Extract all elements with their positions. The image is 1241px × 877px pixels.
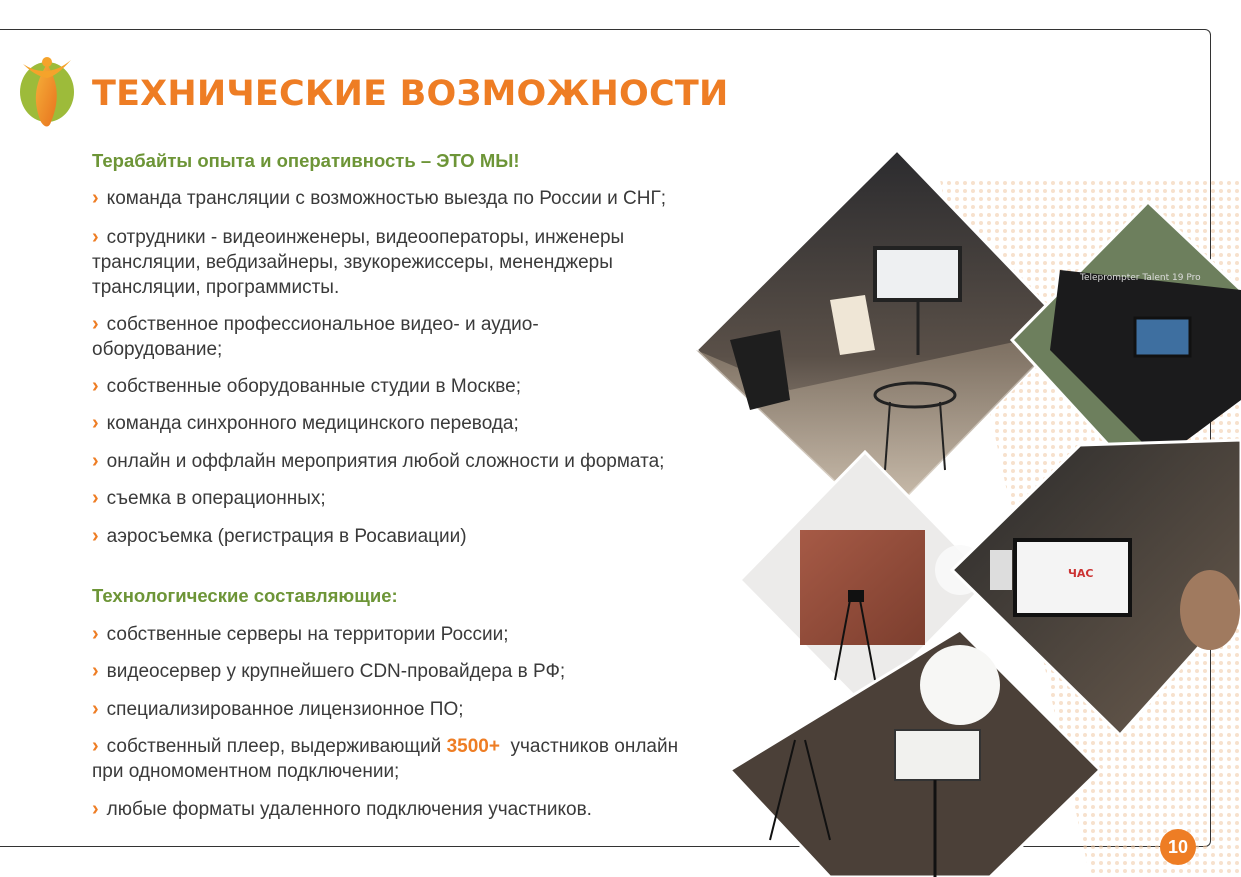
- list-item: › специализированное лицензионное ПО;: [92, 698, 464, 720]
- list-item: › собственный плеер, выдерживающий 3500+ участников онлайн при одномоментном подключении;: [92, 735, 679, 782]
- chevron-right-icon: ›: [92, 187, 99, 209]
- chevron-right-icon: ›: [92, 450, 99, 472]
- teleprompter-label: Teleprompter Talent 19 Pro: [1080, 273, 1201, 283]
- photo-collage: [690, 140, 1241, 877]
- photo-lighting-studio: [730, 630, 1100, 877]
- chevron-right-icon: ›: [92, 487, 99, 509]
- participants-count: 3500+: [446, 736, 500, 757]
- list-item: › команда синхронного медицинского перевода;: [92, 412, 519, 434]
- list-item: › собственные серверы на территории России;: [92, 623, 509, 645]
- list-item: › любые форматы удаленного подключения участников.: [92, 798, 592, 820]
- list-item: › видеосервер у крупнейшего CDN-провайдера в РФ;: [92, 660, 566, 682]
- chevron-right-icon: ›: [92, 525, 99, 547]
- list-item: › собственные оборудованные студии в Москве;: [92, 375, 521, 397]
- chevron-right-icon: ›: [92, 798, 99, 820]
- list-item: › аэросъемка (регистрация в Росавиации): [92, 525, 467, 547]
- chevron-right-icon: ›: [92, 412, 99, 434]
- section-technology: [92, 585, 742, 607]
- logo-icon: [17, 50, 77, 130]
- chevron-right-icon: ›: [92, 623, 99, 645]
- section-heading: Технологические составляющие:: [92, 585, 398, 606]
- chevron-right-icon: ›: [92, 226, 99, 248]
- list-item: › онлайн и оффлайн мероприятия любой сложности и формата;: [92, 450, 665, 472]
- chevron-right-icon: ›: [92, 313, 99, 335]
- list-item: › собственное профессиональное видео- и аудио-оборудование;: [92, 313, 539, 360]
- section-experience: [92, 150, 742, 172]
- page-number: 10: [1160, 829, 1196, 865]
- list-item: › сотрудники - видеоинженеры, видеооператоры, инженеры трансляции, вебдизайнеры, звукорежиссеры, мененджеры трансляции, программисты.: [92, 226, 625, 298]
- list-item: › съемка в операционных;: [92, 487, 326, 509]
- chevron-right-icon: ›: [92, 375, 99, 397]
- chevron-right-icon: ›: [92, 660, 99, 682]
- chevron-right-icon: ›: [92, 735, 99, 757]
- chevron-right-icon: ›: [92, 698, 99, 720]
- section-heading: Терабайты опыта и оперативность – ЭТО МЫ!: [92, 150, 520, 171]
- list-item: › команда трансляции с возможностью выезда по России и СНГ;: [92, 187, 667, 209]
- monitor-title: ЧАС: [1068, 567, 1094, 580]
- page-title: ТЕХНИЧЕСКИЕ ВОЗМОЖНОСТИ: [92, 74, 729, 114]
